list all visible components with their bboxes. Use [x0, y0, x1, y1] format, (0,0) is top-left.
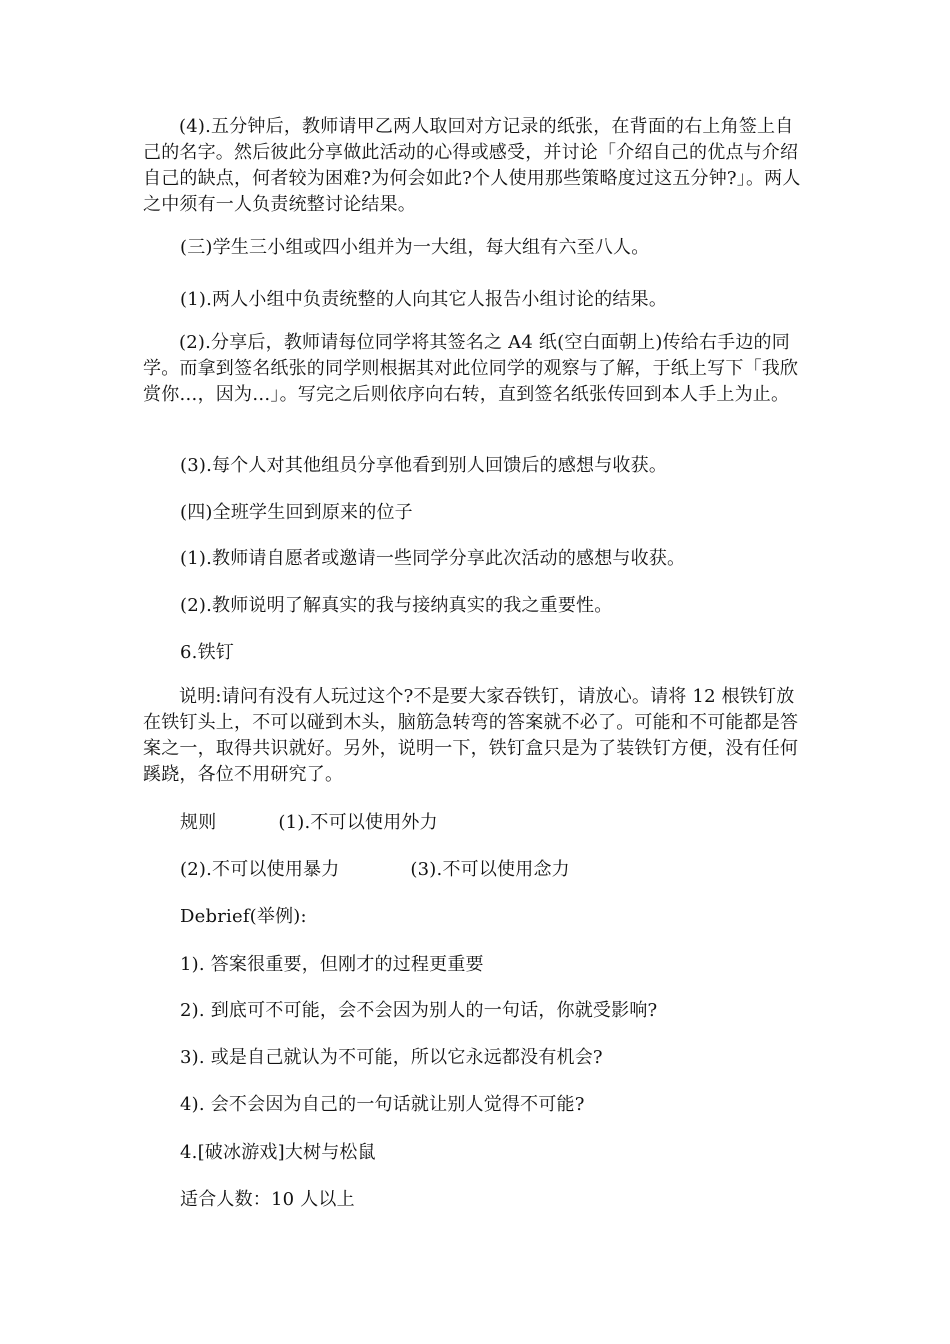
- paragraph-section-3: (三)学生三小组或四小组并为一大组，每大组有六至八人。: [180, 237, 650, 258]
- paragraph-step-3: (3).每个人对其他组员分享他看到别人回馈后的感想与收获。: [180, 455, 668, 476]
- heading-icebreaker: 4.[破冰游戏]大树与松鼠: [180, 1142, 376, 1163]
- debrief-item-4: 4). 会不会因为自己的一句话就让别人觉得不可能?: [180, 1094, 585, 1115]
- debrief-item-1: 1). 答案很重要，但刚才的过程更重要: [180, 954, 484, 975]
- paragraph-step-4: (4).五分钟后，教师请甲乙两人取回对方记录的纸张，在背面的右上角签上自己的名字。然后彼此分享做此活动的心得或感受，并讨论「介绍自己的优点与介绍自己的缺点，何者较为困难?为何会如此?个人使用那些策略度过这五分钟?」。两人之中须有一人负责统整讨论结果。: [143, 116, 801, 215]
- rule-3: (3).不可以使用念力: [410, 859, 570, 880]
- paragraph-section-4: (四)全班学生回到原来的位子: [180, 502, 413, 523]
- rules-line-2: [180, 857, 570, 883]
- paragraph-teacher-explain: (2).教师说明了解真实的我与接纳真实的我之重要性。: [180, 595, 613, 616]
- rule-1: (1).不可以使用外力: [278, 812, 438, 833]
- debrief-heading: Debrief(举例):: [180, 906, 307, 927]
- debrief-item-3: 3). 或是自己就认为不可能，所以它永远都没有机会?: [180, 1047, 603, 1068]
- heading-iron-nail: 6.铁钉: [180, 642, 234, 663]
- rules-line: [180, 810, 438, 836]
- debrief-item-2: 2). 到底可不可能，会不会因为别人的一句话，你就受影响?: [180, 1000, 658, 1021]
- paragraph-step-1: (1).两人小组中负责统整的人向其它人报告小组讨论的结果。: [180, 289, 668, 310]
- rules-label: 规则: [180, 812, 217, 833]
- paragraph-teacher-invite: (1).教师请自愿者或邀请一些同学分享此次活动的感想与收获。: [180, 548, 686, 569]
- paragraph-explanation: 说明:请问有没有人玩过这个?不是要大家吞铁钉，请放心。请将 12 根铁钉放在铁钉头上，不可以碰到木头，脑筋急转弯的答案就不必了。可能和不可能都是答案之一，取得共识就好。另外，说明一下，铁钉盒只是为了装铁钉方便，没有任何蹊跷，各位不用研究了。: [143, 686, 799, 785]
- paragraph-step-2: (2).分享后，教师请每位同学将其签名之 A4 纸(空白面朝上)传给右手边的同学。而拿到签名纸张的同学则根据其对此位同学的观察与了解，于纸上写下「我欣赏你…，因为…」。写完之后则依序向右转，直到签名纸张传回到本人手上为止。: [143, 332, 799, 405]
- suitable-people: 适合人数：10 人以上: [180, 1189, 355, 1210]
- rule-2: (2).不可以使用暴力: [180, 859, 340, 880]
